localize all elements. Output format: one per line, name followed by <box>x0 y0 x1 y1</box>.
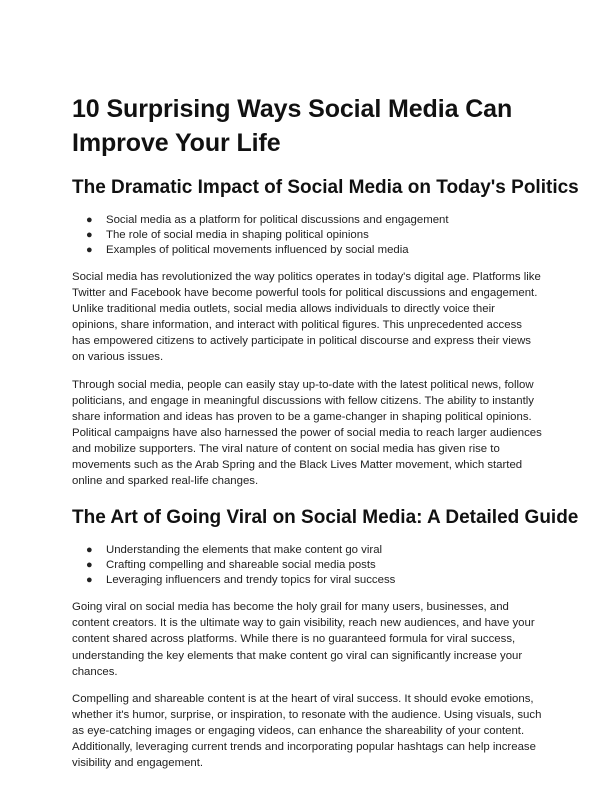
list-item <box>72 228 542 243</box>
list-item-text: Examples of political movements influenced by social media <box>106 244 409 256</box>
bullet-icon: ● <box>86 229 93 241</box>
paragraph: Social media has revolutionized the way politics operates in today's digital age. Platforms like Twitter and Facebook have become powerful tools for political discussions and engagement. Unlike traditional media outlets, social media allows individuals to directly voice their opinions, share information, and interact with political figures. This unprecedented access has empowered citizens to actively participate in political discourse and express their views on various issues. <box>72 271 541 364</box>
bullet-list-viral <box>72 543 542 588</box>
list-item-text: The role of social media in shaping political opinions <box>106 229 369 241</box>
paragraph: Compelling and shareable content is at the heart of viral success. It should evoke emotions, whether it's humor, surprise, or inspiration, to resonate with the audience. Using visuals, such as eye-catching images or engaging videos, can enhance the shareability of your content. Additionally, leveraging current trends and incorporating popular hashtags can help increase visibility and engagement. <box>72 692 542 770</box>
bullet-list-politics <box>72 213 542 258</box>
list-item <box>72 213 542 228</box>
document-page <box>72 92 579 782</box>
bullet-icon: ● <box>86 214 93 226</box>
list-item <box>72 543 542 558</box>
list-item-text: Social media as a platform for political discussions and engagement <box>106 214 449 226</box>
list-item-text: Understanding the elements that make content go viral <box>106 544 383 557</box>
bullet-icon: ● <box>86 559 93 572</box>
bullet-icon: ● <box>86 244 93 256</box>
list-item-text: Leveraging influencers and trendy topics for viral success <box>106 574 396 587</box>
list-item <box>72 558 542 573</box>
section-heading-viral: The Art of Going Viral on Social Media: A Detailed Guide <box>72 507 579 529</box>
list-item <box>72 243 542 258</box>
paragraph: Going viral on social media has become the holy grail for many users, businesses, and content creators. It is the ultimate way to gain visibility, reach new audiences, and have your content shared across platforms. While there is no guaranteed formula for viral success, understanding the key elements that make content go viral can significantly increase your chances. <box>72 601 535 678</box>
bullet-icon: ● <box>86 544 93 557</box>
bullet-icon: ● <box>86 574 93 587</box>
list-item-text: Crafting compelling and shareable social media posts <box>106 559 376 572</box>
document-title: 10 Surprising Ways Social Media Can Improve Your Life <box>72 95 513 157</box>
paragraph: Through social media, people can easily stay up-to-date with the latest political news, follow politicians, and engage in meaningful discussions with fellow citizens. The ability to instantly share information and ideas has proven to be a game-changer in shaping political opinions. Political campaigns have also harnessed the power of social media to reach larger audiences and mobilize supporters. The viral nature of content on social media has given rise to movements such as the Arab Spring and the Black Lives Matter movement, which started online and sparked real-life changes. <box>72 378 542 488</box>
section-heading-politics: The Dramatic Impact of Social Media on Today's Politics <box>72 177 579 198</box>
list-item <box>72 573 542 588</box>
